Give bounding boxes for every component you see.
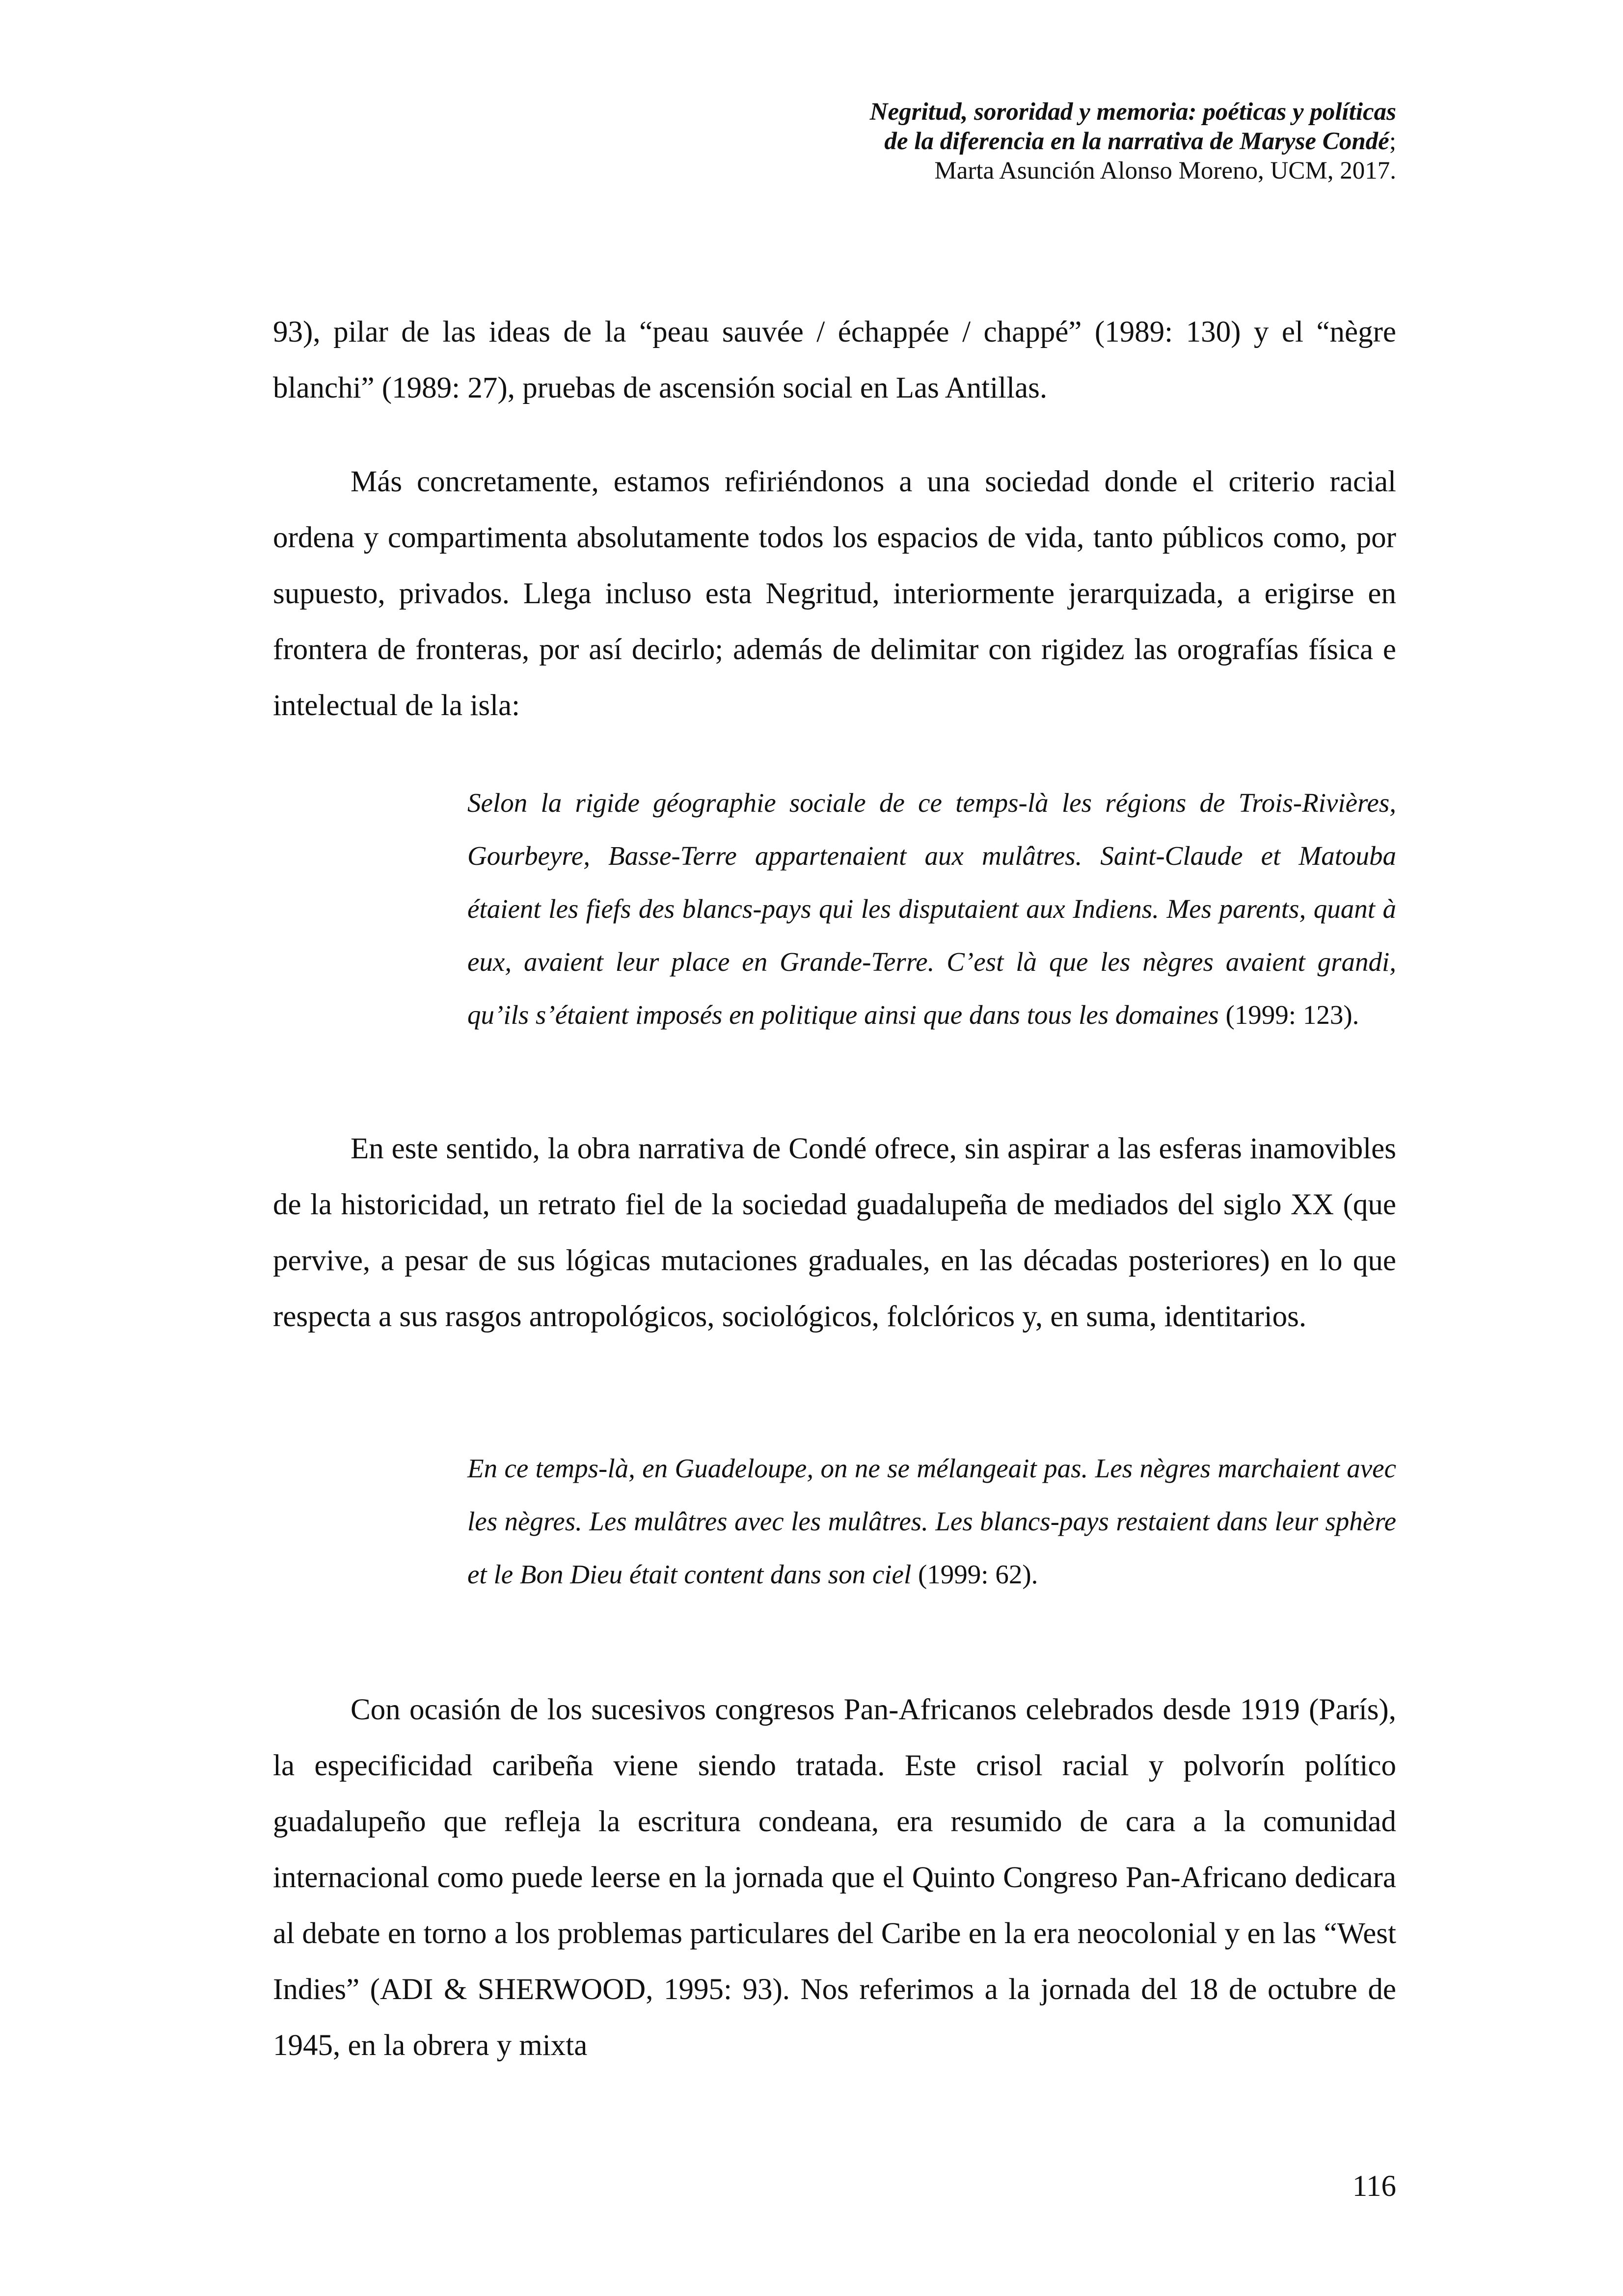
- running-header: [870, 97, 1396, 186]
- page-number: 116: [1352, 2170, 1396, 2203]
- header-title-line2-suffix: ;: [1389, 128, 1396, 155]
- block-quote-2: [467, 1442, 1396, 1601]
- paragraph-1: 93), pilar de las ideas de la “peau sauvée / échappée / chappé” (1989: 130) y el “nègre blanchi” (1989: 27), pruebas de ascensión social en Las Antillas.: [273, 316, 1396, 404]
- block-quote-1: [467, 776, 1396, 1041]
- block-quote-2-text: En ce temps-là, en Guadeloupe, on ne se mélangeait pas. Les nègres marchaient avec les nègres. Les mulâtres avec les mulâtres. Les blancs-pays restaient dans leur sphère et le Bon Dieu était content dans son ciel: [467, 1453, 1396, 1589]
- header-author-line: Marta Asunción Alonso Moreno, UCM, 2017.: [934, 157, 1396, 185]
- paragraph-2: Más concretamente, estamos refiriéndonos a una sociedad donde el criterio racial ordena y compartimenta absolutamente todos los espacios de vida, tanto públicos como, por supuesto, privados. Llega incluso esta Negritud, interiormente jerarquizada, a erigirse en frontera de fronteras, por así decirlo; además de delimitar con rigidez las orografías física e intelectual de la isla:: [273, 465, 1396, 722]
- header-title-line2-text: de la diferencia en la narrativa de Maryse Condé: [884, 128, 1389, 155]
- block-quote-1-text: Selon la rigide géographie sociale de ce temps-là les régions de Trois-Rivières, Gourbeyre, Basse-Terre appartenaient aux mulâtres. Saint-Claude et Matouba étaient les fiefs des blancs-pays qui les disputaient aux Indiens. Mes parents, quant à eux, avaient leur place en Grande-Terre. C’est là que les nègres avaient grandi, qu’ils s’étaient imposés en politique ainsi que dans tous les domaines: [467, 788, 1396, 1030]
- block-quote-1-citation: (1999: 123).: [1218, 1000, 1359, 1030]
- block-quote-2-citation: (1999: 62).: [911, 1559, 1038, 1589]
- header-title-line1: Negritud, sororidad y memoria: poéticas y políticas: [869, 98, 1396, 126]
- header-title-line2: [870, 127, 1396, 156]
- paragraph-3: En este sentido, la obra narrativa de Condé ofrece, sin aspirar a las esferas inamovibles de la historicidad, un retrato fiel de la sociedad guadalupeña de mediados del siglo XX (que pervive, a pesar de sus lógicas mutaciones graduales, en las décadas posteriores) en lo que respecta a sus rasgos antropológicos, sociológicos, folclóricos y, en suma, identitarios.: [273, 1132, 1396, 1333]
- paragraph-4: Con ocasión de los sucesivos congresos Pan-Africanos celebrados desde 1919 (París), la especificidad caribeña viene siendo tratada. Este crisol racial y polvorín político guadalupeño que refleja la escritura condeana, era resumido de cara a la comunidad internacional como puede leerse en la jornada que el Quinto Congreso Pan-Africano dedicara al debate en torno a los problemas particulares del Caribe en la era neocolonial y en las “West Indies” (ADI & SHERWOOD, 1995: 93). Nos referimos a la jornada del 18 de octubre de 1945, en la obrera y mixta: [273, 1693, 1396, 2062]
